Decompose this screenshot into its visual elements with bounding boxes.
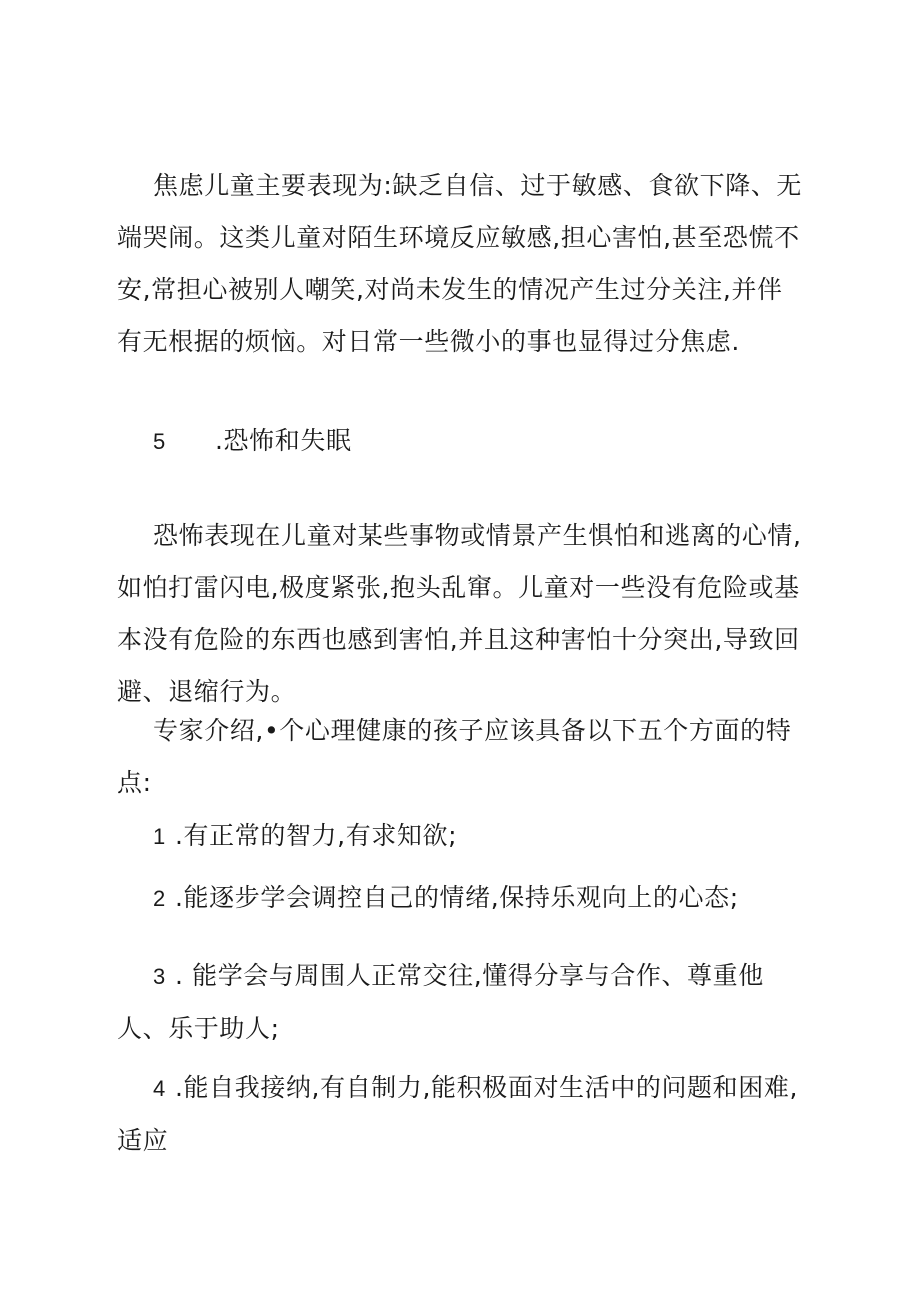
heading-fear-insomnia [153,415,352,468]
paragraph-fear: 恐怖表现在儿童对某些事物或情景产生惧怕和逃离的心情,如怕打雷闪电,极度紧张,抱头乱窜。儿童对一些没有危险或基本没有危险的东西也感到害怕,并且这种害怕十分突出,导致回避、退缩行为。 [117,521,802,706]
list-item-number: 1 [153,824,166,849]
list-item-text: .能自我接纳,有自制力,能积极面对生活中的问题和困难,适应 [117,1073,798,1155]
list-item [117,950,807,1055]
heading-number: 5 [153,429,166,454]
paragraph-expert: 专家介绍,•个心理健康的孩子应该具备以下五个方面的特点: [117,716,792,797]
list-item [117,872,807,925]
list-item-text: .能逐步学会调控自己的情绪,保持乐观向上的心态; [175,883,739,912]
list-item-text: .有正常的智力,有求知欲; [175,821,458,850]
list-item-number: 2 [153,886,166,911]
heading-text: .恐怖和失眠 [215,426,352,455]
list-item-number: 4 [153,1076,166,1101]
list-item-number: 3 [153,964,166,989]
paragraph-anxiety: 焦虑儿童主要表现为:缺乏自信、过于敏感、食欲下降、无端哭闹。这类儿童对陌生环境反应敏感,担心害怕,甚至恐慌不安,常担心被别人嘲笑,对尚未发生的情况产生过分关注,并伴有无根据的烦恼。对日常一些微小的事也显得过分焦虑. [117,171,803,356]
list-item-text: . 能学会与周围人正常交往,懂得分享与合作、尊重他人、乐于助人; [117,961,764,1043]
list-item [117,810,807,863]
list-item [117,1062,807,1167]
